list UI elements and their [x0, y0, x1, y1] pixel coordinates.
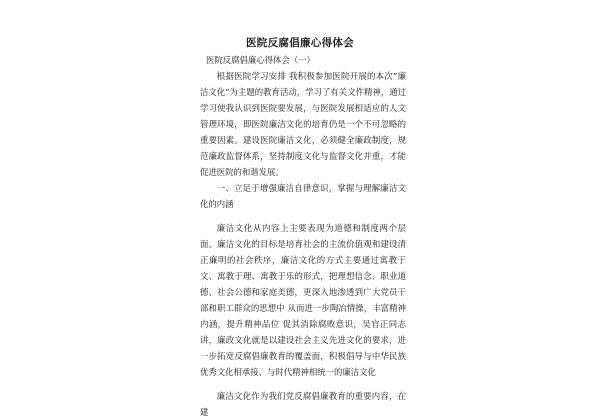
document-title: 医院反腐倡廉心得体会 — [246, 37, 354, 49]
document-body — [200, 52, 406, 420]
body-paragraph: 根据医院学习安排 我积极参加医院开展的本次”廉洁文化”为主题的教育活动，学习了有关文件精神，通过学习使我认识到医院要发展，与医院发展相适应的人文管理环境，即医院廉洁文化的培育仍是一个不可忽略的重要因素。建设医院廉洁文化，必须健全廉政制度，规范廉政监督体系，坚持制度文化与监督文化并重，才能促进医院的和谐发展。 — [200, 71, 406, 177]
document-subtitle: 医院反腐倡廉心得体会（一） — [206, 55, 315, 65]
body-paragraph: 廉洁文化从内容上主要表现为道德和制度两个层面。廉洁文化的目标是培育社会的主流价值观和建设清正廉明的社会秩序，廉洁文化的方式主要通过寓教于文、寓教于理、寓教于乐的形式，把理想信念、职业道德、社会公德和家庭美德，更深入地渗透到广大党员干部和职工群众的思想中 从而进一步陶冶情操，丰富精神内涵，提升精神品位 促其消除腐败意识，吴官正同志讲，廉政文化就是以建设社会主义先进文化的要求，进一步拓宽反腐倡廉教育的覆盖面，积极倡导与中华民族优秀文化相承接、与时代精神相统一的廉洁文化 — [200, 223, 406, 377]
body-paragraph: 廉洁文化作为我们党反腐倡廉教育的重要内容，在建 — [200, 391, 406, 417]
section-heading: 一、立足于增强廉洁自律意识，掌握与理解廉洁文化的内涵 — [200, 183, 406, 209]
